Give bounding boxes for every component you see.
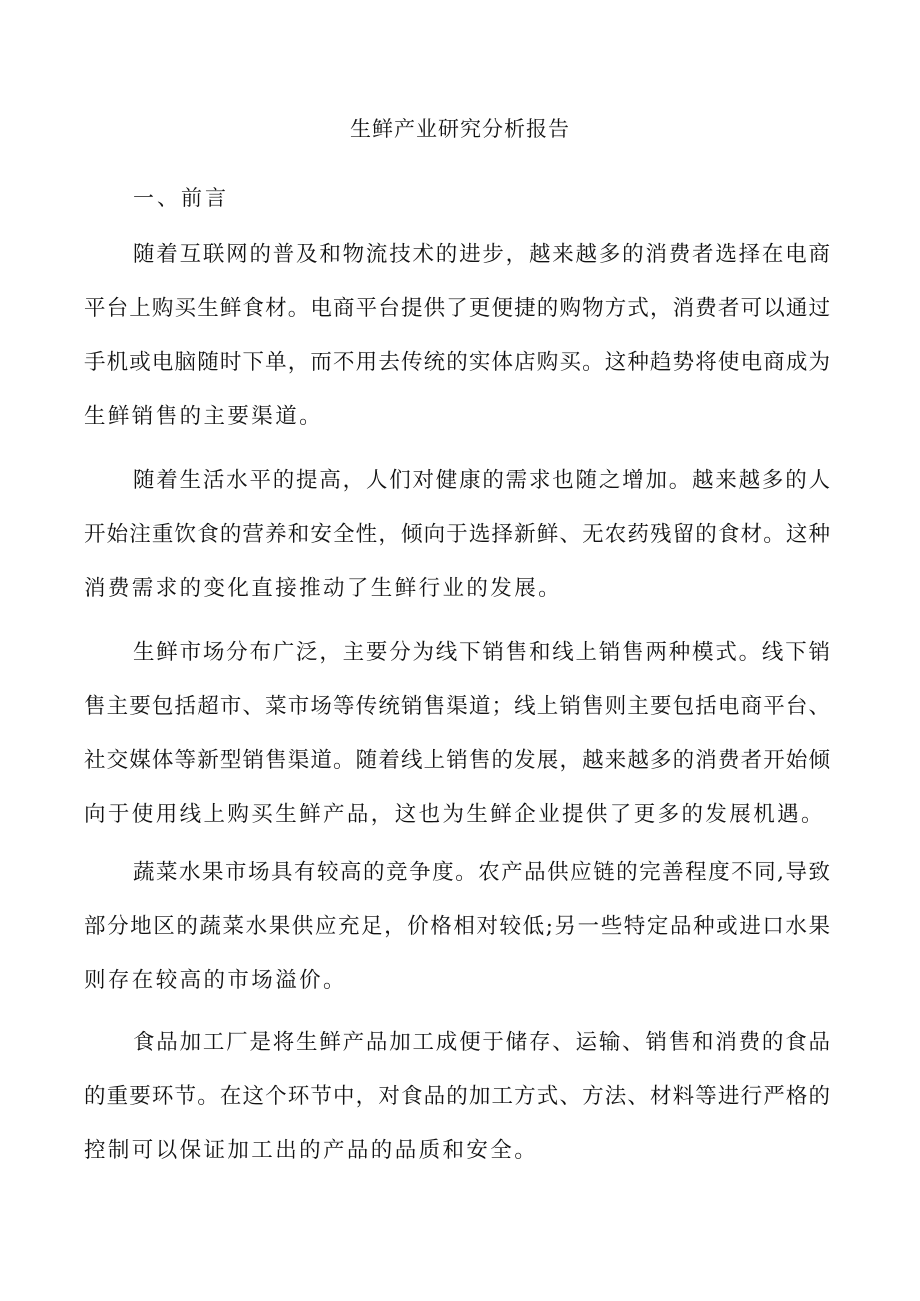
paragraph-line: 控制可以保证加工出的产品的品质和安全。 <box>84 1138 539 1163</box>
paragraph-line: 蔬菜水果市场具有较高的竞争度。农产品供应链的完善程度不同,导致 <box>133 860 830 885</box>
paragraph-3 <box>84 638 830 854</box>
paragraph-line: 随着生活水平的提高，人们对健康的需求也随之增加。越来越多的人 <box>133 468 830 493</box>
paragraph-line: 生鲜市场分布广泛，主要分为线下销售和线上销售两种模式。线下销 <box>133 640 830 665</box>
paragraph-5 <box>84 1028 830 1190</box>
paragraph-line: 的重要环节。在这个环节中，对食品的加工方式、方法、材料等进行严格的 <box>84 1084 830 1109</box>
paragraph-line: 售主要包括超市、菜市场等传统销售渠道；线上销售则主要包括电商平台、 <box>84 694 830 719</box>
paragraph-line: 手机或电脑随时下单，而不用去传统的实体店购买。这种趋势将使电商成为 <box>84 350 830 375</box>
paragraph-line: 消费需求的变化直接推动了生鲜行业的发展。 <box>84 576 563 601</box>
paragraph-1 <box>84 240 830 456</box>
document-title: 生鲜产业研究分析报告 <box>350 117 570 141</box>
section-heading: 一、前言 <box>133 186 229 210</box>
paragraph-line: 社交媒体等新型销售渠道。随着线上销售的发展，越来越多的消费者开始倾 <box>84 748 830 773</box>
paragraph-line: 食品加工厂是将生鲜产品加工成便于储存、运输、销售和消费的食品 <box>133 1030 830 1055</box>
paragraph-line: 则存在较高的市场溢价。 <box>84 968 347 993</box>
paragraph-line: 随着互联网的普及和物流技术的进步，越来越多的消费者选择在电商 <box>133 242 830 267</box>
paragraph-line: 平台上购买生鲜食材。电商平台提供了更便捷的购物方式，消费者可以通过 <box>84 296 830 321</box>
paragraph-line: 开始注重饮食的营养和安全性，倾向于选择新鲜、无农药残留的食材。这种 <box>84 522 830 547</box>
paragraph-4 <box>84 858 830 1020</box>
paragraph-line: 向于使用线上购买生鲜产品，这也为生鲜企业提供了更多的发展机遇。 <box>84 802 825 827</box>
paragraph-line: 部分地区的蔬菜水果供应充足，价格相对较低;另一些特定品种或进口水果 <box>84 914 830 939</box>
paragraph-2 <box>84 466 830 628</box>
paragraph-line: 生鲜销售的主要渠道。 <box>84 404 324 429</box>
